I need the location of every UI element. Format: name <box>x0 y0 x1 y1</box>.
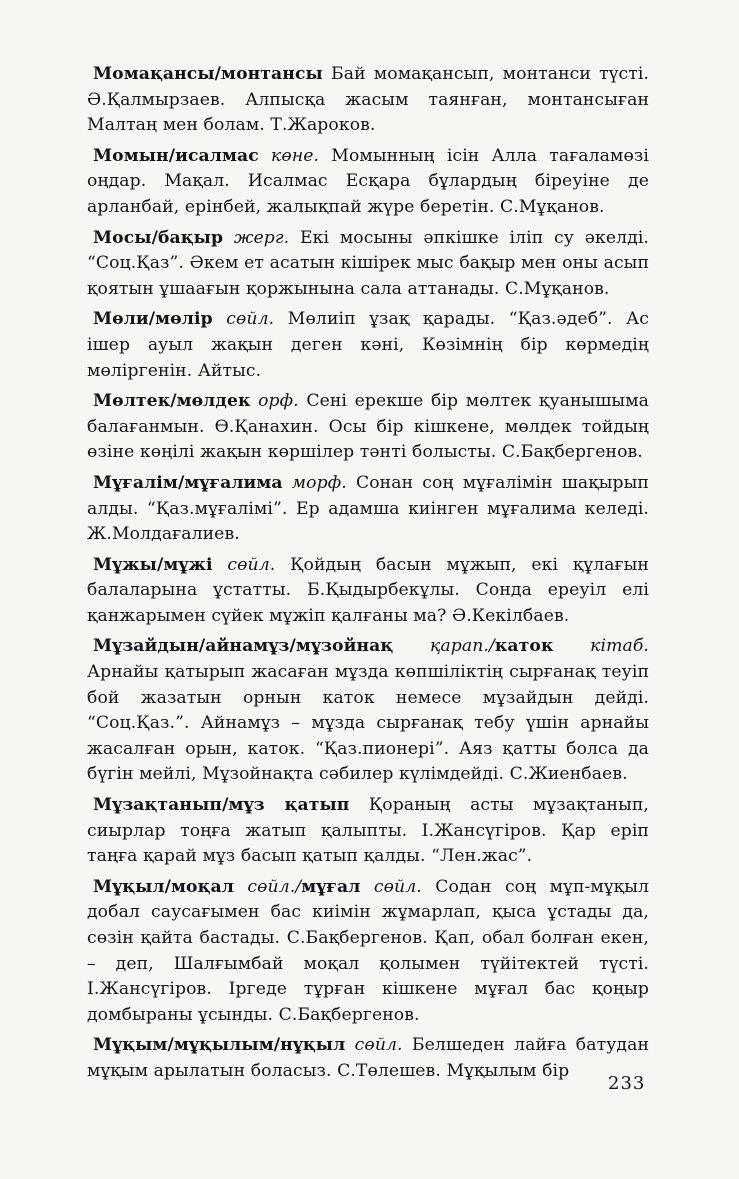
entry-headword: Мосы/бақыр <box>93 227 224 248</box>
entry-headword-secondary: мұғал <box>301 876 361 897</box>
page-number: 233 <box>608 1073 646 1094</box>
dictionary-entry <box>87 389 649 466</box>
entry-text: Сені ерекше бір мөлтек қуанышыма балағанмын. Ө.Қанахин. Осы бір кішкене, мөлдек тойдың өзіне көңілі жақын көршілер тәнті болысты. С.Бақбергенов. <box>87 391 650 463</box>
entry-headword: Мұқыл/моқал <box>93 876 234 897</box>
dictionary-entry <box>87 875 649 1029</box>
dictionary-entry <box>87 62 649 139</box>
entry-label-secondary: кітаб. <box>553 636 649 657</box>
dictionary-entry <box>87 634 649 788</box>
dictionary-entry <box>87 793 649 870</box>
entry-text: Қойдың басын мұжып, екі құлағын балаларына ұстатты. Б.Қыдырбекұлы. Сонда ереуіл елі қанжарымен сүйек мұжіп қалғаны ма? Ә.Кекілбаев. <box>87 554 649 626</box>
entry-label: морф. <box>282 472 347 493</box>
entry-text: Екі мосыны әпкішке іліп су әкелді. “Соц.Қаз”. Әкем ет асатын кішірек мыс бақыр мен оны асып қоятын ұшаағын қоржынына сала аттанады. С.Мұқанов. <box>87 227 649 299</box>
dictionary-entry <box>87 144 649 221</box>
entry-text: Арнайы қатырып жасаған мұзда көпшіліктің сырғанақ теуіп бой жазатын орнын каток немесе мұзайдын дейді. “Соц.Қаз.”. Айнамұз – мұзда сырғанақ тебу үшін арнайы жасалған орын, каток. “Қаз.пионері”. Аяз қатты болса да бүгін мейлі, Мұзойнақта сәбилер күлімдейді. С.Жиенбаев. <box>87 662 649 785</box>
entry-headword: Мұжы/мұжі <box>93 554 213 575</box>
entry-headword: Момын/исалмас <box>93 145 259 166</box>
entry-label: орф. <box>250 391 299 412</box>
entry-label: қарап./ <box>393 636 495 657</box>
dictionary-entry <box>87 1033 649 1084</box>
entry-text: Содан соң мұп-мұқыл добал саусағымен бас киімін жұмарлап, қыса ұстады да, сөзін қайта бастады. С.Бақбергенов. Қап, обал болған екен, – деп, Шалғымбай моқал қолымен түйітектей түсті. І.Жансүгіров. Іргеде тұрған кішкене мұғал бас қоңыр домбыраны ұсынды. С.Бақбергенов. <box>87 876 649 1025</box>
entry-headword: Мөли/мөлір <box>93 309 213 330</box>
entry-text: Момынның ісін Алла тағаламөзі оңдар. Мақал. Исалмас Есқара бұлардың біреуіне де арланбай, ерінбей, жалықпай жүре беретін. С.Мұқанов. <box>87 145 649 217</box>
entry-headword-secondary: каток <box>494 636 554 657</box>
entry-text: Бай момақансып, монтанси түсті. Ә.Қалмырзаев. Алпысқа жасым таянған, монтансыған Малтаң мен болам. Т.Жароков. <box>87 64 649 136</box>
entry-text: Қораның асты мұзақтанып, сиырлар тоңға жатып қалыпты. І.Жансүгіров. Қар еріп таңға қарай мұз басып қатып қалды. “Лен.жас”. <box>87 795 649 867</box>
dictionary-entry <box>87 553 649 630</box>
entry-headword: Мұзайдын/айнамұз/мұзойнақ <box>93 636 394 657</box>
entry-headword: Мұқым/мұқылым/нұқыл <box>93 1035 346 1056</box>
entry-text: Белшеден лайға батудан мұқым арылатын боласыз. С.Төлешев. Мұқылым бір <box>87 1035 649 1081</box>
entry-text: Мөлиіп ұзақ қарады. “Қаз.әдеб”. Ас ішер ауыл жақын деген кәні, Көзімнің бір көрмедің мөліргенін. Айтыс. <box>87 309 650 381</box>
dictionary-entry <box>87 226 649 303</box>
entry-label: сөйл. <box>345 1035 403 1056</box>
entry-label: сөйл./ <box>233 876 302 897</box>
entry-headword: Момақансы/монтансы <box>93 64 323 84</box>
entry-headword: Мұзақтанып/мұз қатып <box>93 795 350 816</box>
dictionary-entry <box>87 307 649 384</box>
entry-headword: Мөлтек/мөлдек <box>93 391 251 412</box>
entry-label: сөйл. <box>212 309 275 330</box>
entries-column <box>87 62 649 1085</box>
entry-label: жерг. <box>223 227 290 248</box>
entry-headword: Мұғалім/мұғалима <box>93 472 283 493</box>
entry-label: көне. <box>258 145 320 166</box>
entry-label-secondary: сөйл. <box>360 876 422 897</box>
entry-label: сөйл. <box>212 554 276 575</box>
dictionary-entry <box>87 471 649 548</box>
entry-text: Сонан соң мұғалімін шақырып алды. “Қаз.мұғалімі”. Ер адамша киінген мұғалима келеді. Ж.Молдағалиев. <box>87 472 649 545</box>
